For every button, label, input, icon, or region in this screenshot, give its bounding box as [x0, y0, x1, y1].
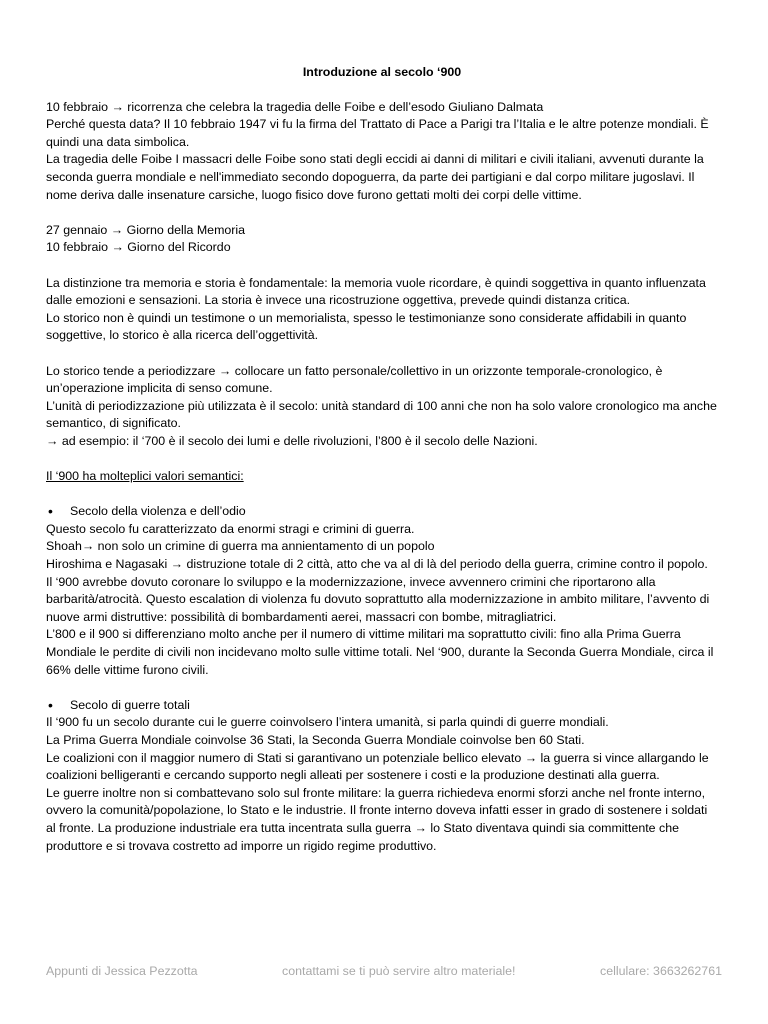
memory-history-paragraph: Lo storico non è quindi un testimone o un memorialista, spesso le testimonianze sono considerate affidabili in quanto soggettive, lo storico è alla ricerca dell’oggettività. [46, 310, 687, 343]
date-line: 27 gennaio → Giorno della Memoria [46, 222, 246, 237]
periodization-paragraph: L’unità di periodizzazione più utilizzata è il secolo: unità standard di 100 anni che non ha solo valore cronologico ma anche semantico, di significato. [46, 398, 717, 431]
violence-paragraph: L’800 e il 900 si differenziano molto anche per il numero di vittime militari ma soprattutto civili: fino alla Prima Guerra Mondiale le perdite di civili non incidevano molto sulle vittime totali. Nel ‘900, durante la Seconda Guerra Mondiale, circa il 66% delle vittime furono civili. [46, 627, 714, 677]
violence-paragraph: Questo secolo fu caratterizzato da enormi stragi e crimini di guerra. [46, 521, 415, 536]
bullet-heading-violence: • Secolo della violenza e dell’odio [46, 503, 718, 521]
footer-contact: contattami se ti può servire altro materiale! [282, 964, 516, 978]
page-footer [46, 963, 722, 980]
intro-paragraph: La tragedia delle Foibe I massacri delle Foibe sono stati degli eccidi ai danni di militari e civili italiani, avvenuti durante la seconda guerra mondiale e nell'immediato secondo dopoguerra, da parte dei partigiani e dal corpo militare jugoslavi. Il nome deriva dalle insenature carsiche, luogo fisico dove furono gettati molti dei corpi delle vittime. [46, 152, 704, 202]
total-wars-paragraph: Le coalizioni con il maggior numero di Stati si garantivano un potenziale bellico elevato → la guerra si vince allargando le coalizioni belligeranti e cercando supporto negli alleati per sostenere i costi e la produzione destinati alla guerra. [46, 750, 709, 783]
total-wars-paragraph: La Prima Guerra Mondiale coinvolse 36 Stati, la Seconda Guerra Mondiale coinvolse ben 60 Stati. [46, 732, 585, 747]
semantic-values-heading: Il ‘900 ha molteplici valori semantici: [46, 469, 244, 484]
total-wars-paragraph: Le guerre inoltre non si combattevano solo sul fronte militare: la guerra richiedeva enormi sforzi anche nel fronte interno, ovvero la comunità/popolazione, lo Stato e le industrie. Il fronte interno doveva infatti esser in grado di sostenere i soldati al fronte. La produzione industriale era tutta incentrata sulla guerra → lo Stato diventava quindi sia committente che produttore e si trovava costretto ad imporre un rigido regime produttivo. [46, 785, 708, 853]
violence-paragraph: Il ‘900 avrebbe dovuto coronare lo sviluppo e la modernizzazione, invece avvennero crimini che riportarono alla barbarità/atrocità. Questo escalation di violenza fu dovuto soprattutto alla modernizzazione in ambito militare, l’avvento di nuove armi distruttive: possibilità di bombardamenti aerei, massacri con bombe, mitragliatrici. [46, 574, 710, 624]
violence-paragraph: Hiroshima e Nagasaki → distruzione totale di 2 città, atto che va al di là del periodo della guerra, crimine contro il popolo. [46, 557, 708, 572]
violence-paragraph: Shoah→ non solo un crimine di guerra ma annientamento di un popolo [46, 539, 435, 554]
intro-line: 10 febbraio → ricorrenza che celebra la tragedia delle Foibe e dell’esodo Giuliano Dalmata [46, 99, 544, 114]
date-line: 10 febbraio → Giorno del Ricordo [46, 240, 231, 255]
footer-author: Appunti di Jessica Pezzotta [46, 964, 198, 978]
periodization-paragraph: Lo storico tende a periodizzare → collocare un fatto personale/collettivo in un orizzonte temporale-cronologico, è un’operazione implicita di senso comune. [46, 363, 663, 396]
periodization-example: → ad esempio: il ‘700 è il secolo dei lumi e delle rivoluzioni, l’800 è il secolo delle Nazioni. [46, 433, 538, 448]
memory-history-paragraph: La distinzione tra memoria e storia è fondamentale: la memoria vuole ricordare, è quindi soggettiva in quanto influenzata dalle emozioni e sensazioni. La storia è invece una ricostruzione oggettiva, prevede quindi distanza critica. [46, 275, 706, 308]
footer-phone: cellulare: 3663262761 [600, 964, 722, 978]
document-page [46, 64, 718, 855]
total-wars-paragraph: Il ‘900 fu un secolo durante cui le guerre coinvolsero l’intera umanità, si parla quindi di guerre mondiali. [46, 715, 609, 730]
document-title: Introduzione al secolo ‘900 [302, 65, 462, 79]
bullet-heading-total-wars: • Secolo di guerre totali [46, 697, 718, 715]
intro-paragraph: Perché questa data? Il 10 febbraio 1947 vi fu la firma del Trattato di Pace a Parigi tra l’Italia e le altre potenze mondiali. È quindi una data simbolica. [46, 117, 709, 149]
